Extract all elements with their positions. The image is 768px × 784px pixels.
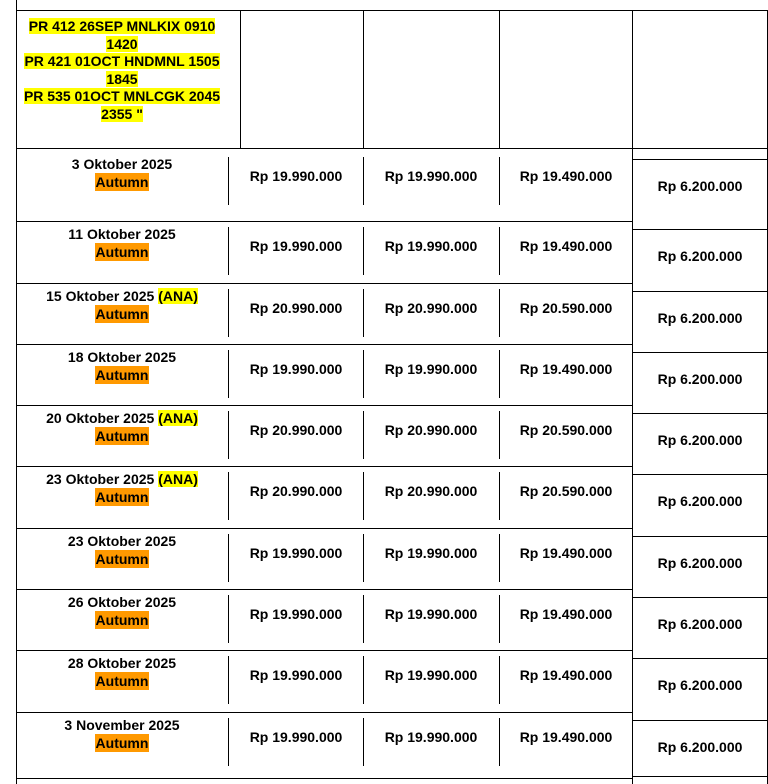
flight-info: [20, 18, 224, 123]
table-left-border: [16, 0, 17, 784]
price-cell: Rp 19.990.000: [249, 545, 343, 561]
season-badge: Autumn: [95, 612, 149, 628]
date-cell: [20, 225, 224, 261]
price-cell: Rp 19.990.000: [249, 168, 343, 184]
col-separator: [228, 157, 229, 205]
single-supplement-cell: Rp 6.200.000: [657, 616, 743, 632]
price-cell: Rp 20.990.000: [249, 300, 343, 316]
price-cell: Rp 19.990.000: [249, 238, 343, 254]
col-separator: [228, 534, 229, 582]
date-cell: [20, 155, 224, 191]
price-cell: Rp 19.990.000: [384, 361, 478, 377]
col-separator: [228, 595, 229, 643]
single-supplement-cell: Rp 6.200.000: [657, 371, 743, 387]
col-separator: [499, 350, 500, 398]
flight-line: 1845: [106, 70, 138, 87]
col-separator: [363, 157, 364, 205]
row-separator: [16, 528, 632, 529]
col-separator: [228, 718, 229, 766]
col-separator: [363, 411, 364, 459]
price-cell: Rp 19.490.000: [519, 361, 613, 377]
date-cell: [20, 409, 224, 445]
date-cell: [20, 716, 224, 752]
departure-date: [20, 409, 224, 427]
price-cell: Rp 20.990.000: [249, 483, 343, 499]
date-text: 23 Oktober 2025: [67, 533, 177, 549]
row-separator: [632, 597, 768, 598]
row-separator: [632, 291, 768, 292]
col-separator: [363, 656, 364, 704]
col-separator: [499, 472, 500, 520]
single-supplement-cell: Rp 6.200.000: [657, 310, 743, 326]
row-separator: [16, 283, 632, 284]
date-text: 3 Oktober 2025: [71, 156, 173, 172]
departure-date: [20, 716, 224, 734]
row-separator: [16, 148, 632, 149]
col-separator: [499, 656, 500, 704]
col-separator: [363, 718, 364, 766]
row-separator: [632, 658, 768, 659]
col-separator: [499, 227, 500, 275]
price-cell: Rp 19.990.000: [249, 606, 343, 622]
price-cell: Rp 19.990.000: [384, 667, 478, 683]
single-supplement-cell: Rp 6.200.000: [657, 178, 743, 194]
row-separator: [632, 229, 768, 230]
row-separator: [632, 536, 768, 537]
flight-line: 1420: [106, 35, 138, 52]
price-cell: Rp 19.490.000: [519, 606, 613, 622]
price-cell: Rp 19.990.000: [384, 238, 478, 254]
date-text: 26 Oktober 2025: [67, 594, 177, 610]
flight-line: PR 535 01OCT MNLCGK 2045: [23, 88, 221, 104]
price-cell: Rp 19.990.000: [384, 606, 478, 622]
price-cell: Rp 20.990.000: [249, 422, 343, 438]
departure-date: [20, 155, 224, 173]
price-cell: Rp 20.590.000: [519, 300, 613, 316]
row-separator: [632, 148, 768, 149]
departure-date: [20, 225, 224, 243]
price-cell: Rp 19.490.000: [519, 545, 613, 561]
price-cell: Rp 19.490.000: [519, 168, 613, 184]
col-separator: [363, 227, 364, 275]
date-cell: [20, 654, 224, 690]
ana-tag: (ANA): [158, 288, 198, 304]
flight-line: 2355 ": [101, 105, 143, 122]
date-cell: [20, 348, 224, 384]
col-separator: [363, 472, 364, 520]
col-separator: [228, 411, 229, 459]
col-separator: [228, 350, 229, 398]
price-cell: Rp 20.590.000: [519, 483, 613, 499]
col-separator: [228, 227, 229, 275]
col-separator: [228, 472, 229, 520]
season-badge: Autumn: [95, 489, 149, 505]
col-separator: [363, 10, 364, 148]
price-cell: Rp 19.490.000: [519, 667, 613, 683]
date-cell: [20, 470, 224, 506]
season-badge: Autumn: [95, 551, 149, 567]
ana-tag: (ANA): [158, 410, 198, 426]
season-badge: Autumn: [95, 306, 149, 322]
single-supplement-cell: Rp 6.200.000: [657, 493, 743, 509]
col-separator: [499, 10, 500, 148]
season-badge: Autumn: [95, 244, 149, 260]
col-separator: [499, 595, 500, 643]
ana-tag: (ANA): [158, 471, 198, 487]
departure-date: [20, 654, 224, 672]
single-supplement-cell: Rp 6.200.000: [657, 248, 743, 264]
price-cell: Rp 20.990.000: [384, 422, 478, 438]
date-text: 20 Oktober 2025: [46, 410, 155, 426]
col-separator: [228, 656, 229, 704]
season-badge: Autumn: [95, 367, 149, 383]
row-separator: [632, 720, 768, 721]
price-cell: Rp 19.490.000: [519, 729, 613, 745]
flight-line: PR 412 26SEP MNLKIX 0910: [28, 18, 216, 34]
col-separator: [363, 595, 364, 643]
row-separator: [16, 221, 632, 222]
price-cell: Rp 19.990.000: [384, 168, 478, 184]
row-separator: [16, 344, 632, 345]
row-separator: [632, 352, 768, 353]
price-cell: Rp 20.590.000: [519, 422, 613, 438]
col-separator: [363, 289, 364, 337]
date-text: 28 Oktober 2025: [67, 655, 177, 671]
date-text: 15 Oktober 2025: [46, 288, 155, 304]
departure-date: [20, 532, 224, 550]
price-cell: Rp 19.990.000: [384, 545, 478, 561]
row-separator: [632, 474, 768, 475]
price-cell: Rp 20.990.000: [384, 300, 478, 316]
row-separator: [632, 413, 768, 414]
date-cell: [20, 287, 224, 323]
date-text: 11 Oktober 2025: [68, 226, 176, 242]
single-supplement-cell: Rp 6.200.000: [657, 432, 743, 448]
table-top-border: [16, 10, 768, 11]
single-supplement-cell: Rp 6.200.000: [657, 555, 743, 571]
col-separator: [499, 718, 500, 766]
col-separator: [499, 534, 500, 582]
row-separator: [16, 650, 632, 651]
date-text: 3 November 2025: [64, 717, 180, 733]
date-text: 18 Oktober 2025: [67, 349, 177, 365]
col-separator: [363, 534, 364, 582]
departure-date: [20, 348, 224, 366]
season-badge: Autumn: [95, 174, 149, 190]
col-separator: [363, 350, 364, 398]
single-supplement-cell: Rp 6.200.000: [657, 739, 743, 755]
row-separator: [16, 778, 632, 779]
col-separator: [499, 411, 500, 459]
price-cell: Rp 19.990.000: [249, 667, 343, 683]
row-separator: [16, 405, 632, 406]
departure-date: [20, 593, 224, 611]
price-cell: Rp 20.990.000: [384, 483, 478, 499]
col4-left-border: [632, 10, 633, 784]
date-text: 23 Oktober 2025: [46, 471, 155, 487]
row-separator: [16, 466, 632, 467]
price-cell: Rp 19.990.000: [249, 361, 343, 377]
col-separator: [240, 10, 241, 148]
row-separator: [632, 776, 768, 777]
single-supplement-cell: Rp 6.200.000: [657, 677, 743, 693]
row-separator: [16, 712, 632, 713]
col-separator: [228, 289, 229, 337]
col-separator: [499, 157, 500, 205]
row-separator: [16, 589, 632, 590]
date-cell: [20, 593, 224, 629]
price-cell: Rp 19.990.000: [249, 729, 343, 745]
col-separator: [499, 289, 500, 337]
season-badge: Autumn: [95, 673, 149, 689]
row-separator: [632, 159, 768, 160]
season-badge: Autumn: [95, 428, 149, 444]
date-cell: [20, 532, 224, 568]
season-badge: Autumn: [95, 735, 149, 751]
departure-date: [20, 470, 224, 488]
price-cell: Rp 19.990.000: [384, 729, 478, 745]
departure-date: [20, 287, 224, 305]
price-cell: Rp 19.490.000: [519, 238, 613, 254]
flight-line: PR 421 01OCT HNDMNL 1505: [24, 53, 220, 69]
